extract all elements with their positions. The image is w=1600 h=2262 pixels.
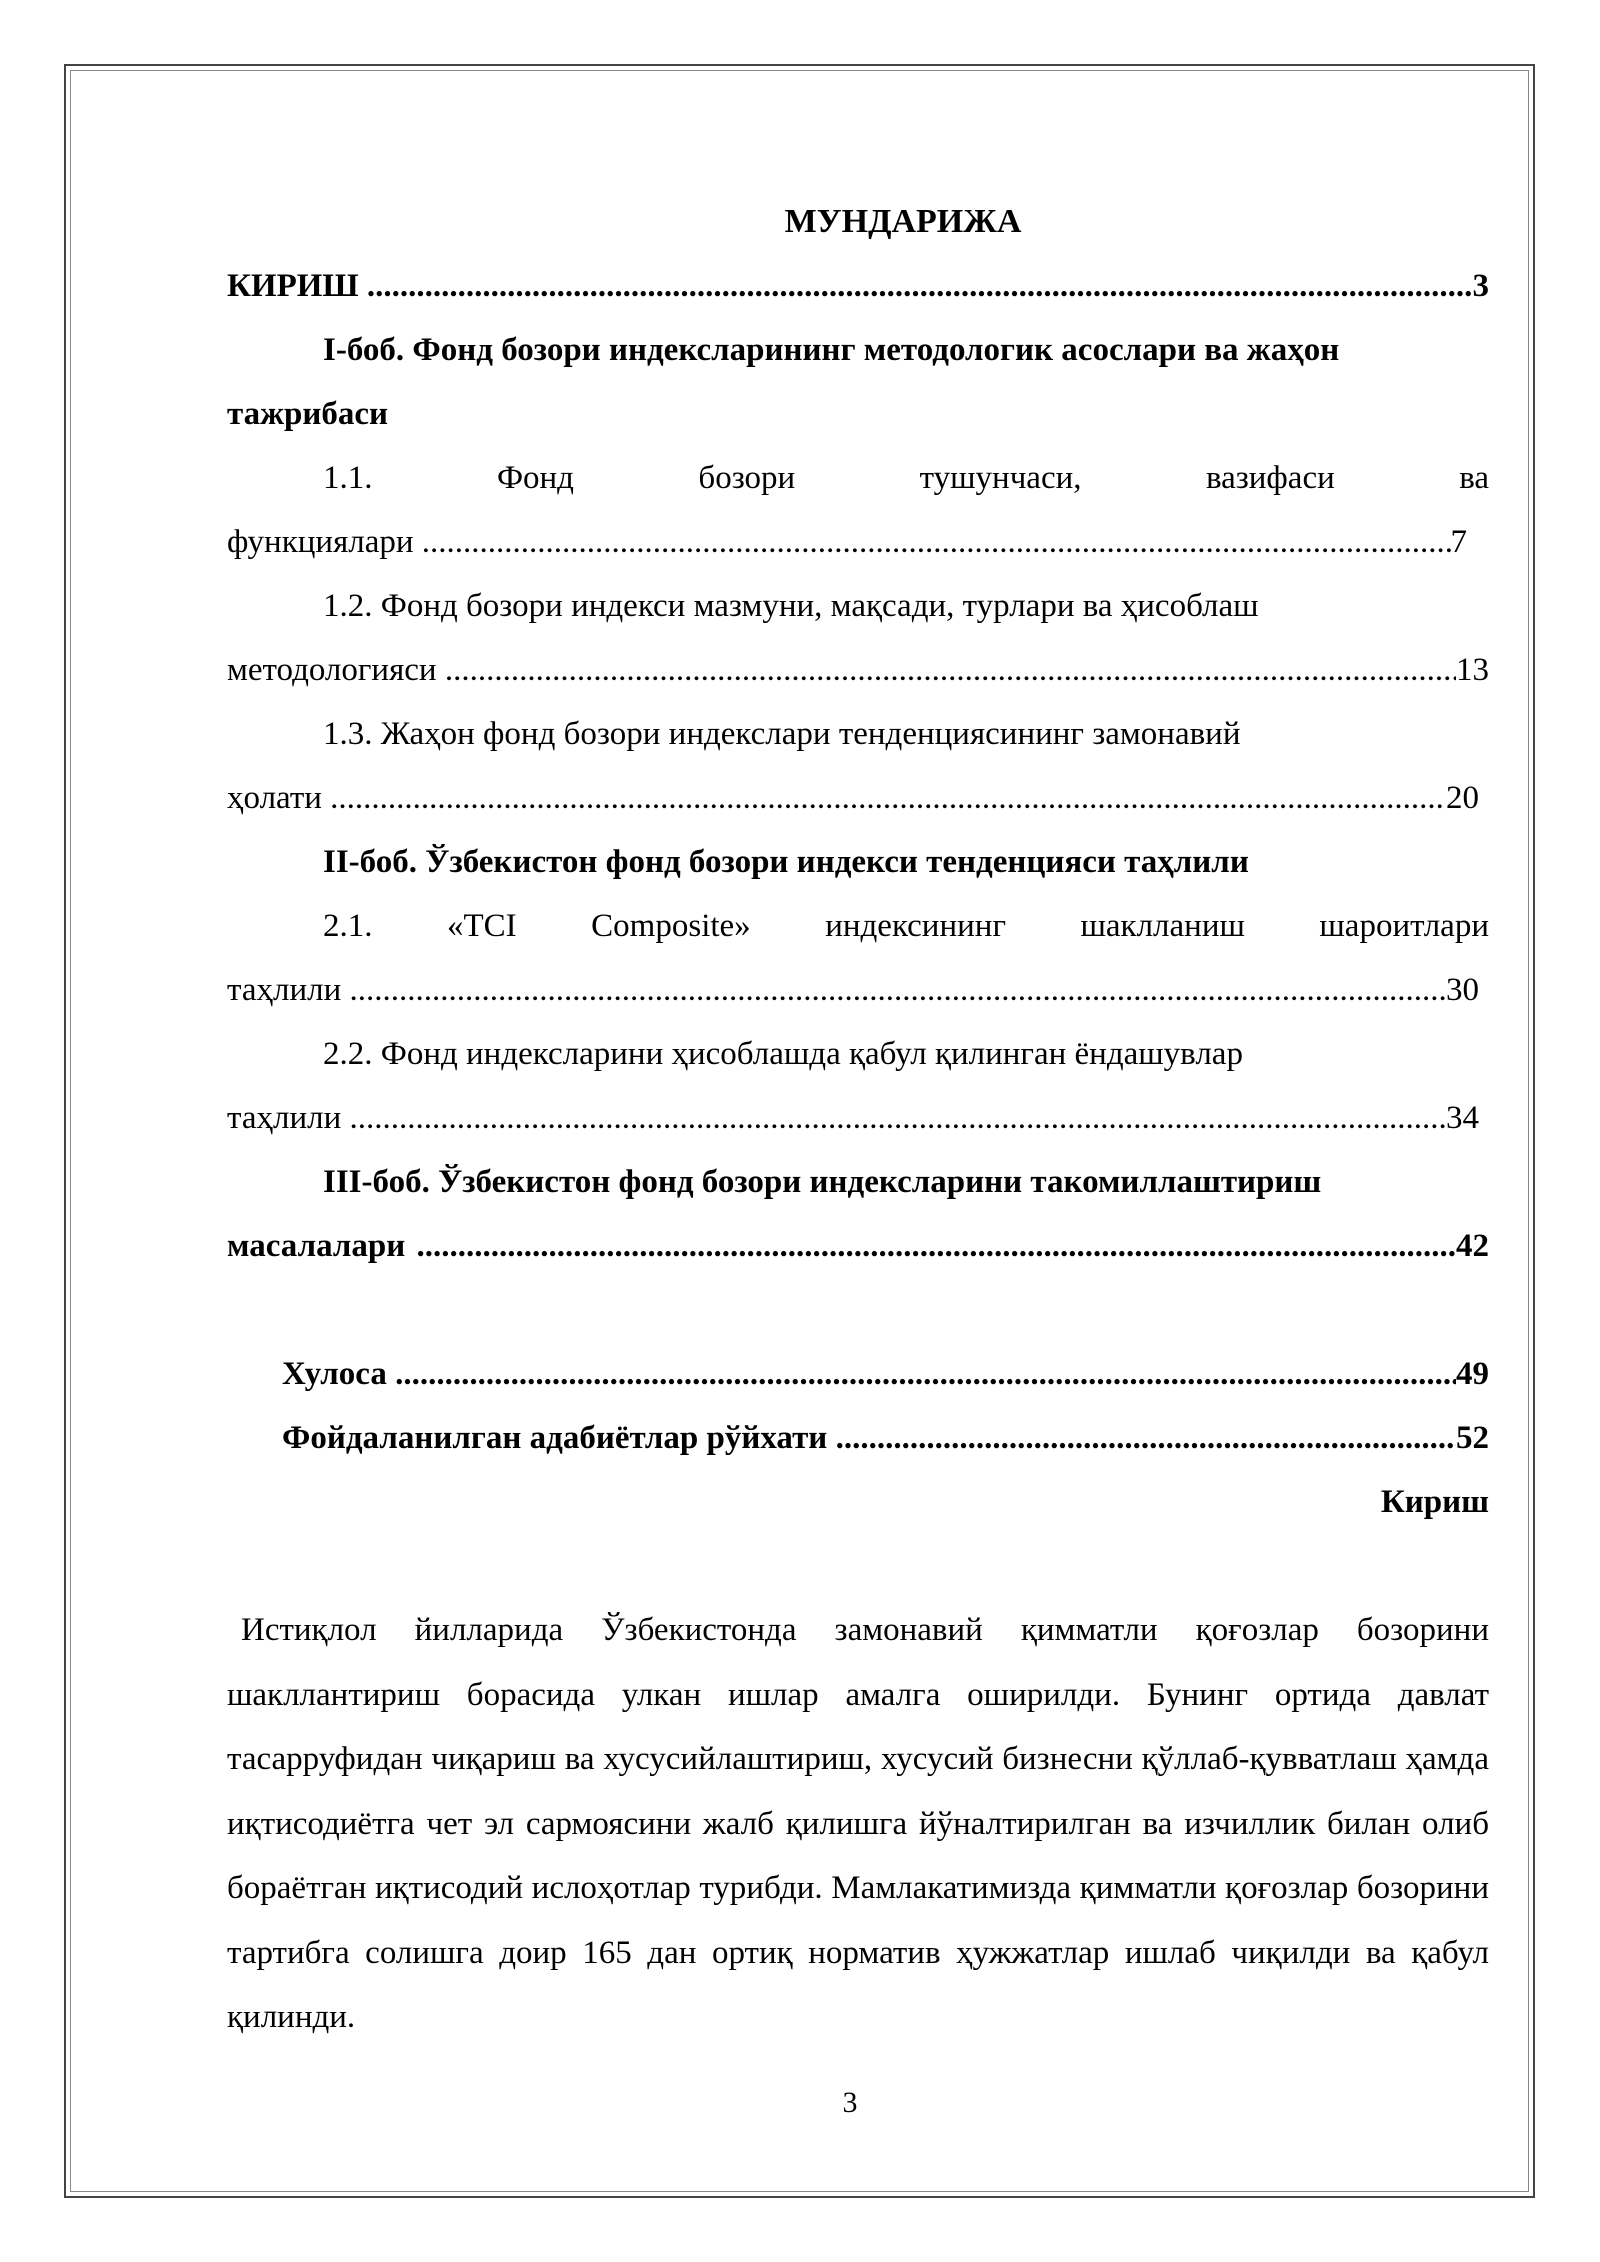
toc-word: 2.1. [323,908,373,944]
toc-leader-dots [359,254,1473,318]
toc-leader-dots [405,1214,1456,1278]
intro-paragraph: Истиқлол йилларида Ўзбекистонда замонавий қимматли қоғозлар бозорини шакллантириш борасида улкан ишлар амалга оширилди. Бунинг ортида давлат тасарруфидан чиқариш ва хусусийлаштириш, хусусий бизнесни қўллаб-қувватлаш ҳамда иқтисодиётга чет эл сармоясини жалб қилишга йўналтирилган ва изчиллик билан олиб бораётган иқтисодий ислоҳотлар турибди. Мамлакатимизда қимматли қоғозлар бозорини тартибга солишга доир 165 дан ортиқ норматив ҳужжатлар ишлаб чиқилди ва қабул қилинди. [227,1612,1489,2035]
toc-page-number: 3 [1472,268,1489,304]
toc-chapter-3-line2 [227,1214,1489,1278]
toc-page-number: 13 [1456,652,1489,688]
toc-entry-label: функциялари [227,524,414,560]
toc-entry-label: таҳлили [227,1100,342,1136]
toc-leader-dots [827,1406,1456,1470]
toc-entry-references[interactable] [227,1406,1489,1470]
toc-entry-2-1-line2 [227,958,1489,1022]
toc-entry-label: Хулоса [282,1356,387,1392]
toc-chapter-2[interactable]: II-боб. Ўзбекистон фонд бозори индекси тенденцияси таҳлили [323,844,1249,880]
toc-entry-2-2-line2 [227,1086,1489,1150]
toc-entry-1-2-line2 [227,638,1489,702]
toc-entry-conclusion[interactable] [227,1342,1489,1406]
toc-page-number: 49 [1456,1356,1489,1392]
toc-entry-1-3-line2 [227,766,1489,830]
toc-word: бозори [698,460,796,496]
toc-leader-dots [437,638,1456,702]
toc-entry-2-1-line1[interactable] [227,894,1489,958]
toc-chapter-1-line1[interactable]: I-боб. Фонд бозори индексларининг методологик асослари ва жаҳон [323,332,1340,368]
toc-entry-label: ҳолати [227,780,322,816]
toc-entry-1-1-line2 [227,510,1489,574]
toc-entry-intro[interactable] [227,254,1489,318]
page-number: 3 [842,2086,858,2119]
toc-title: МУНДАРИЖА [784,203,1022,240]
toc-entry-label: таҳлили [227,972,342,1008]
toc-word: Composite» [591,908,751,944]
toc-blank-line [227,1278,1489,1342]
toc-entry-label: Фойдаланилган адабиётлар рўйхати [282,1420,828,1456]
toc-leader-dots [322,766,1446,830]
toc-entry-1-1-line1[interactable] [227,446,1489,510]
toc-entry-2-2-line1[interactable]: 2.2. Фонд индексларини ҳисоблашда қабул қилинган ёндашувлар [323,1036,1243,1072]
document-body [227,190,1489,2050]
toc-entry-label: КИРИШ [227,268,359,304]
toc-page-number: 42 [1456,1228,1489,1264]
toc-word: ва [1459,460,1489,496]
toc-entry-1-3-line1[interactable]: 1.3. Жаҳон фонд бозори индекслари тенденциясининг замонавий [323,716,1241,752]
toc-page-number: 52 [1456,1420,1489,1456]
toc-chapter-3-line1[interactable]: III-боб. Ўзбекистон фонд бозори индексларини такомиллаштириш [323,1164,1322,1200]
toc-chapter-1-line2: тажрибаси [227,396,389,432]
toc-word: 1.1. [323,460,373,496]
toc-leader-dots [341,1086,1446,1150]
toc-entry-1-2-line1[interactable]: 1.2. Фонд бозори индекси мазмуни, мақсади, турлари ва ҳисоблаш [323,588,1259,624]
toc-word: шароитлари [1319,908,1489,944]
intro-heading: Кириш [1380,1484,1489,1520]
toc-leader-dots [387,1342,1456,1406]
toc-entry-label: методологияси [227,652,437,688]
toc-word: тушунчаси, [919,460,1082,496]
toc-leader-dots [414,510,1451,574]
toc-page-number: 7 [1450,524,1467,560]
toc-page-number: 34 [1446,1100,1479,1136]
toc-page-number: 30 [1446,972,1479,1008]
toc-word: Фонд [496,460,574,496]
toc-page-number: 20 [1446,780,1479,816]
toc-entry-label: масалалари [227,1228,406,1264]
toc-word: шаклланиш [1080,908,1245,944]
toc-word: «TCI [447,908,517,944]
toc-word: индексининг [825,908,1006,944]
toc-leader-dots [341,958,1446,1022]
toc-word: вазифаси [1205,460,1335,496]
